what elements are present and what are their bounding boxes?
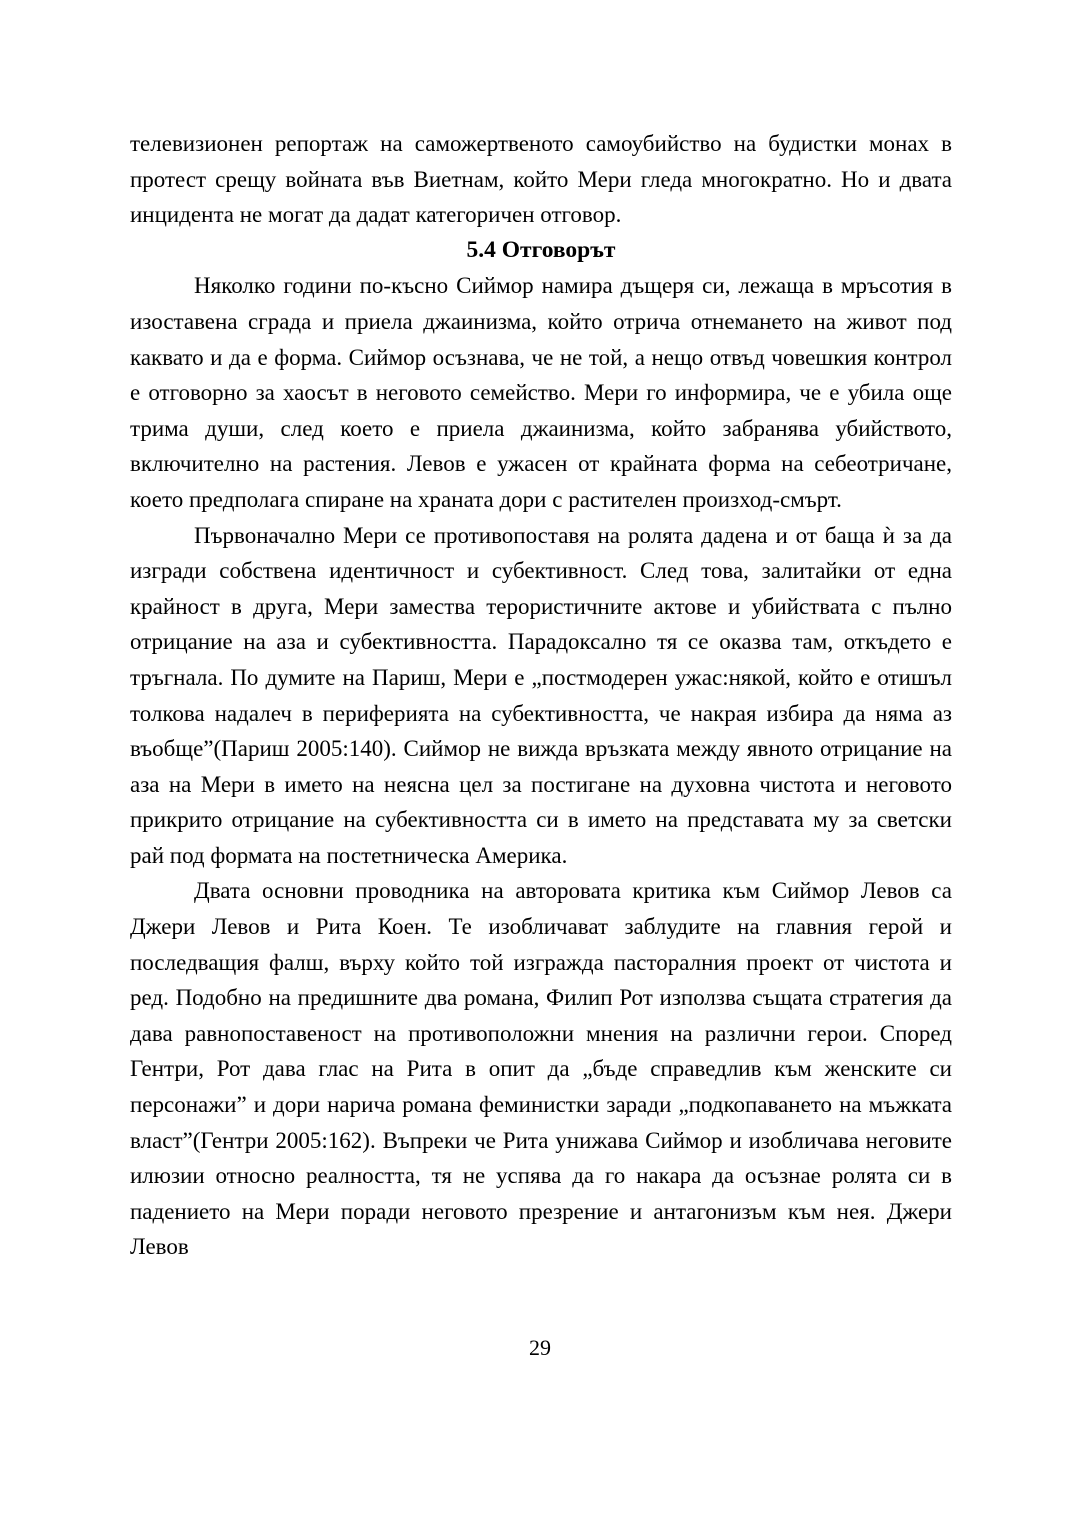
- page-number: 29: [529, 1335, 551, 1360]
- section-heading: 5.4 Отговорът: [466, 236, 616, 263]
- body-paragraph: Няколко години по-късно Сиймор намира дъщеря си, лежаща в мръсотия в изоставена сграда и приела джаинизма, който отрича отнемането на живот под каквато и да е форма. Сиймор осъзнава, че не той, а нещо отвъд човешкия контрол е отговорно за хаосът в неговото семейство. Мери го информира, че е убила още трима души, след което е приела джаинизма, който забранява убийството, включително на растения. Левов е ужасен от крайната форма на себеотричане, което предполага спиране на храната дори с растителен произход-смърт.: [130, 273, 952, 512]
- body-paragraph: Първоначално Мери се противопоставя на ролята дадена и от баща ѝ за да изгради собствена идентичност и субективност. След това, залитайки от една крайност в друга, Мери замества терористичните актове и убийствата с пълно отрицание на аза и субективността. Парадоксално тя се оказва там, откъдето е тръгнала. По думите на Париш, Мери е „постмодерен ужас:някой, който е отишъл толкова надалеч в периферията на субективността, че накрая избира да няма аз въобще”(Париш 2005:140). Сиймор не вижда връзката между явното отрицание на аза на Мери в името на неясна цел за постигане на духовна чистота и неговото прикрито отрицание на субективността си в името на представата му за светски рай под формата на постетническа Америка.: [130, 522, 952, 868]
- page-content: [130, 126, 952, 1265]
- body-paragraph: Двата основни проводника на авторовата критика към Сиймор Левов са Джери Левов и Рита Коен. Те изобличават заблудите на главния герой и последващия фалш, върху който той изгражда пасторалния проект от чистота и ред. Подобно на предишните два романа, Филип Рот използва същата стратегия да дава равнопоставеност на противоположни мнения на различни герои. Според Гентри, Рот дава глас на Рита в опит да „бъде справедлив към женските си персонажи” и дори нарича романа феминистки заради „подкопаването на мъжката власт”(Гентри 2005:162). Въпреки че Рита унижава Сиймор и изобличава неговите илюзии относно реалността, тя не успява да го накара да осъзнае ролята си в падението на Мери поради неговото презрение и антагонизъм към нея. Джери Левов: [130, 878, 952, 1260]
- body-paragraph: телевизионен репортаж на саможертвеното самоубийство на будистки монах в протест срещу войната във Виетнам, който Мери гледа многократно. Но и двата инцидента не могат да дадат категоричен отговор.: [130, 131, 952, 228]
